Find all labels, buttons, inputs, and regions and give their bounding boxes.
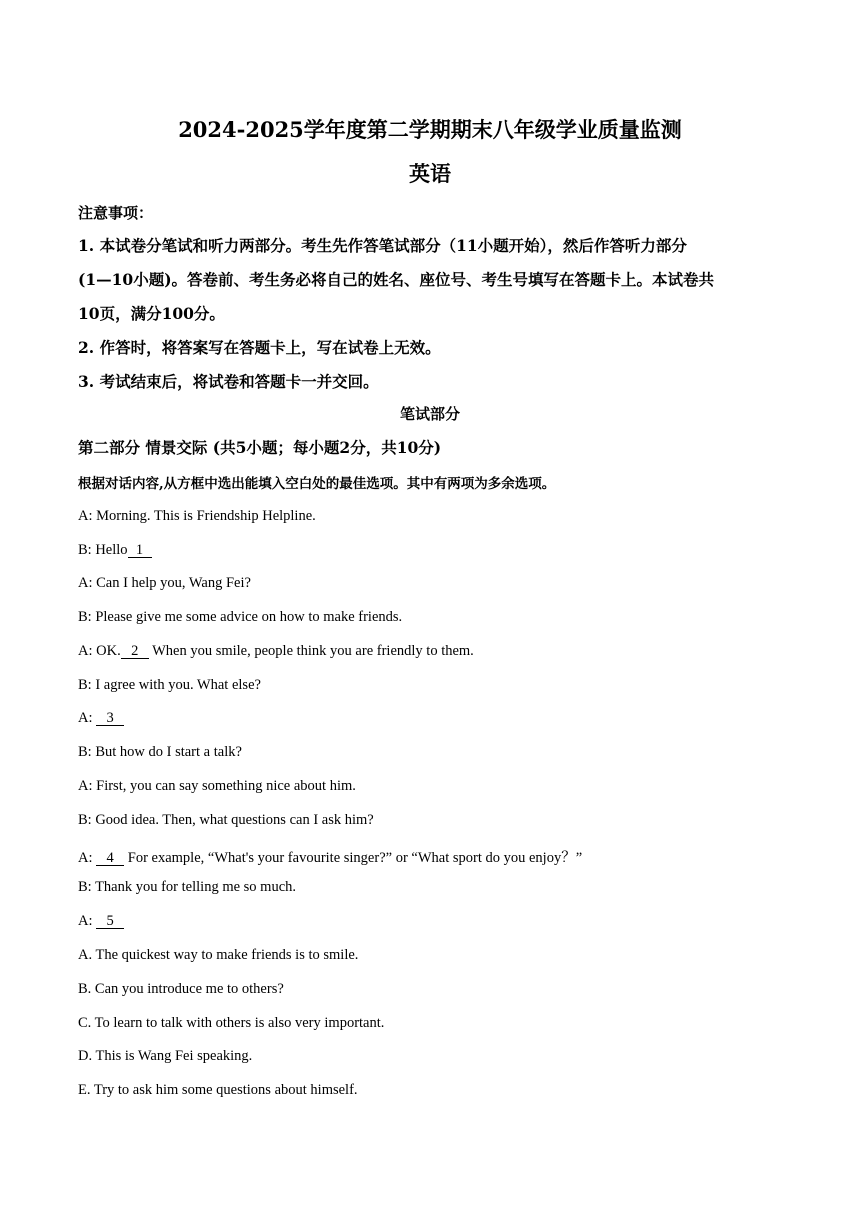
- dialogue-line: [78, 710, 124, 727]
- option-c: C. To learn to talk with others is also very important.: [78, 1015, 385, 1031]
- dialogue-line: [78, 913, 124, 930]
- dialogue-line: B: Thank you for telling me so much.: [78, 879, 297, 895]
- dialogue-line: B: Good idea. Then, what questions can I ask him?: [78, 812, 374, 828]
- dialogue-line: A: First, you can say something nice about him.: [78, 778, 356, 794]
- notice-item-2: 2. 作答时，将答案写在答题卡上，写在试卷上无效。: [78, 338, 441, 357]
- dialogue-line: A: Morning. This is Friendship Helpline.: [78, 508, 316, 524]
- option-e: E. Try to ask him some questions about himself.: [78, 1082, 358, 1098]
- part-title: 第二部分 情景交际 (共5小题；每小题2分，共10分): [78, 438, 442, 457]
- dialogue-speaker-text: A:: [78, 710, 97, 726]
- option-a: A. The quickest way to make friends is to smile.: [78, 947, 359, 963]
- answer-blank-1: 1: [128, 543, 152, 558]
- dialogue-line: B: I agree with you. What else?: [78, 677, 261, 693]
- notice-item-1-line-3: 10页，满分100分。: [78, 304, 225, 323]
- dialogue-speaker-text: B: Hello: [78, 542, 128, 558]
- subject-title: 英语: [409, 161, 451, 186]
- dialogue-line: [78, 542, 152, 559]
- notice-item-3: 3. 考试结束后，将试卷和答题卡一并交回。: [78, 372, 379, 391]
- notice-item-1-line-2: (1—10小题)。答卷前、考生务必将自己的姓名、座位号、考生号填写在答题卡上。本试卷共: [78, 270, 715, 289]
- dialogue-line: [78, 643, 474, 660]
- instruction-text: 根据对话内容,从方框中选出能填入空白处的最佳选项。其中有两项为多余选项。: [78, 476, 556, 492]
- option-d: D. This is Wang Fei speaking.: [78, 1048, 253, 1064]
- answer-blank-3: 3: [96, 711, 124, 726]
- notice-heading: 注意事项：: [78, 204, 154, 222]
- section-title: 笔试部分: [399, 405, 460, 423]
- dialogue-line: B: But how do I start a talk?: [78, 744, 242, 760]
- dialogue-text: For example, “What's your favourite singer?” or “What sport do you enjoy？”: [124, 850, 583, 866]
- exam-title: 2024-2025学年度第二学期期末八年级学业质量监测: [178, 117, 682, 142]
- dialogue-speaker-text: A: OK.: [78, 643, 121, 659]
- dialogue-text: When you smile, people think you are friendly to them.: [148, 643, 474, 659]
- dialogue-speaker-text: A:: [78, 913, 97, 929]
- answer-blank-5: 5: [96, 914, 124, 929]
- notice-item-1-line-1: 1. 本试卷分笔试和听力两部分。考生先作答笔试部分（11小题开始），然后作答听力部分: [78, 236, 687, 255]
- answer-blank-4: 4: [96, 851, 124, 866]
- dialogue-line: B: Please give me some advice on how to make friends.: [78, 609, 403, 625]
- answer-blank-2: 2: [121, 644, 149, 659]
- option-b: B. Can you introduce me to others?: [78, 981, 284, 997]
- dialogue-speaker-text: A:: [78, 850, 97, 866]
- dialogue-line: [78, 846, 582, 867]
- dialogue-line: A: Can I help you, Wang Fei?: [78, 575, 251, 591]
